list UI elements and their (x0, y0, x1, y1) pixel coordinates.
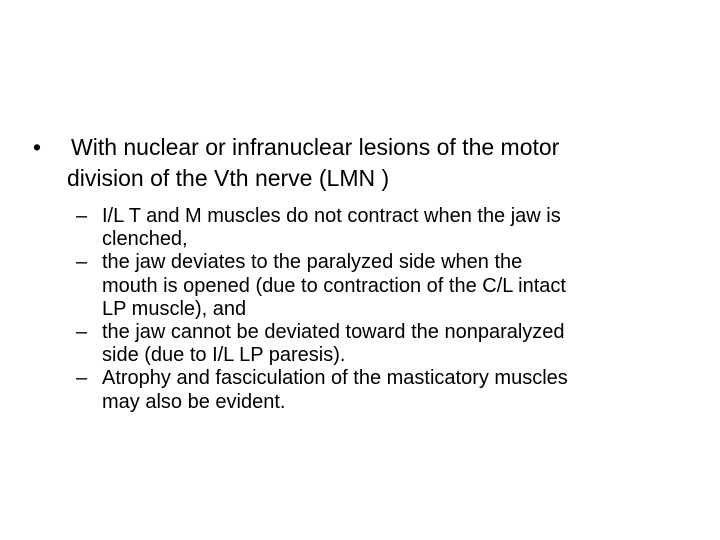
sub-bullet-line: the jaw deviates to the paralyzed side when the (102, 251, 523, 274)
sub-bullet-list (76, 205, 676, 414)
sub-bullet (76, 321, 676, 367)
sub-bullet-text (102, 251, 676, 321)
sub-bullet-text (102, 321, 676, 367)
sub-bullet (76, 367, 676, 413)
sub-bullet-text (102, 205, 676, 251)
sub-bullet-line: clenched, (102, 228, 188, 251)
sub-bullet-line: side (due to I/L LP paresis). (102, 344, 346, 367)
dash-marker: – (76, 321, 88, 344)
main-bullet-text (67, 132, 693, 194)
bullet-marker: • (33, 134, 42, 160)
main-bullet-line-1: With nuclear or infranuclear lesions of the motor (71, 134, 560, 160)
sub-bullet-text (102, 367, 676, 413)
dash-marker: – (76, 367, 88, 390)
sub-bullet-line: may also be evident. (102, 390, 286, 413)
sub-bullet-line: Atrophy and fasciculation of the masticatory muscles (102, 367, 568, 390)
sub-bullet-line: LP muscle), and (102, 297, 247, 320)
main-bullet (33, 132, 693, 194)
dash-marker: – (76, 251, 88, 274)
main-bullet-line-2: division of the Vth nerve (LMN ) (67, 165, 390, 191)
sub-bullet-line: I/L T and M muscles do not contract when the jaw is (102, 205, 561, 227)
sub-bullet-line: mouth is opened (due to contraction of the C/L intact (102, 274, 566, 297)
dash-marker: – (76, 205, 88, 227)
sub-bullet (76, 251, 676, 321)
sub-bullet (76, 205, 676, 251)
sub-bullet-line: the jaw cannot be deviated toward the nonparalyzed (102, 321, 565, 344)
